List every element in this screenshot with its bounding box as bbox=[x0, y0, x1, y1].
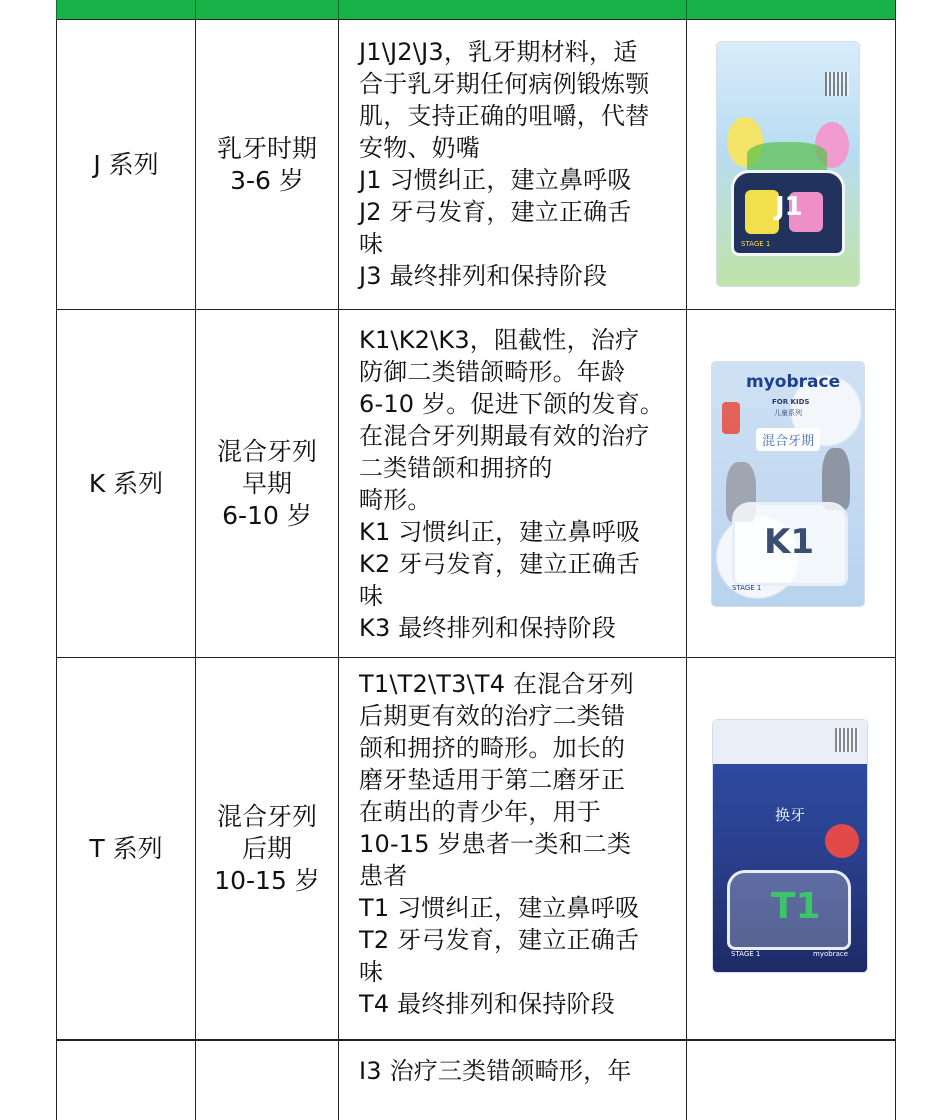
myobrace-k-package-image: myobrace FOR KIDS 儿童系列 混合牙期 K1 STAGE 1 bbox=[712, 362, 864, 606]
stage-cell bbox=[195, 1041, 338, 1120]
series-cell bbox=[56, 310, 195, 657]
product-image-cell bbox=[686, 310, 896, 657]
myobrace-j-package-image: J1 STAGE 1 bbox=[717, 42, 859, 286]
product-image-cell bbox=[686, 658, 896, 1039]
stage-cell bbox=[195, 658, 338, 1039]
series-cell bbox=[56, 20, 195, 309]
myobrace-t-package-image: 换牙 T1 STAGE 1 myobrace bbox=[713, 720, 867, 972]
description-text: I3 治疗三类错颌畸形，年 bbox=[359, 1057, 632, 1085]
description-text: T1\T2\T3\T4 在混合牙列 后期更有效的治疗二类错 颌和拥挤的畸形。加长的 磨牙垫适用于第二磨牙正 在萌出的青少年，用于 10-15 岁患者一类和二类 患者 T1 习惯纠正，建立鼻呼吸 T2 牙弓发育，建立正确舌 味 T4 最终排列和保持阶段 bbox=[359, 670, 640, 1018]
series-table bbox=[56, 0, 896, 1085]
table-row-partial bbox=[56, 1040, 896, 1120]
stage-label: 混合牙列 早期 6-10 岁 bbox=[216, 436, 317, 530]
table-header-row bbox=[56, 0, 896, 20]
series-name: K 系列 bbox=[88, 468, 164, 498]
description-cell bbox=[338, 1041, 686, 1120]
product-image-cell bbox=[686, 20, 896, 309]
stage-label: 混合牙列 后期 10-15 岁 bbox=[214, 801, 320, 895]
stage-cell bbox=[195, 310, 338, 657]
series-cell bbox=[56, 658, 195, 1039]
stage-cell bbox=[195, 20, 338, 309]
product-image-cell bbox=[686, 1041, 896, 1120]
table-row-t-series bbox=[56, 658, 896, 1040]
header-cell bbox=[195, 0, 338, 19]
description-text: K1\K2\K3，阻截性，治疗 防御二类错颌畸形。年龄 6-10 岁。促进下颌的发育。 在混合牙列期最有效的治疗 二类错颌和拥挤的 畸形。 K1 习惯纠正，建立鼻呼吸 K2 牙弓发育，建立正确舌 味 K3 最终排列和保持阶段 bbox=[359, 326, 665, 642]
description-cell bbox=[338, 310, 686, 657]
table-row-j-series bbox=[56, 20, 896, 310]
description-cell bbox=[338, 20, 686, 309]
series-name: J 系列 bbox=[93, 149, 159, 179]
series-cell bbox=[56, 1041, 195, 1120]
header-cell bbox=[338, 0, 686, 19]
table-row-k-series bbox=[56, 310, 896, 658]
series-name: T 系列 bbox=[89, 833, 163, 863]
stage-label: 乳牙时期 3-6 岁 bbox=[216, 133, 317, 195]
description-text: J1\J2\J3，乳牙期材料，适 合于乳牙期任何病例锻炼颚 肌，支持正确的咀嚼，代替 安物、奶嘴 J1 习惯纠正，建立鼻呼吸 J2 牙弓发育，建立正确舌 味 J3 最终排列和保持阶段 bbox=[359, 38, 650, 290]
description-cell bbox=[338, 658, 686, 1039]
header-cell bbox=[686, 0, 896, 19]
header-cell bbox=[56, 0, 195, 19]
